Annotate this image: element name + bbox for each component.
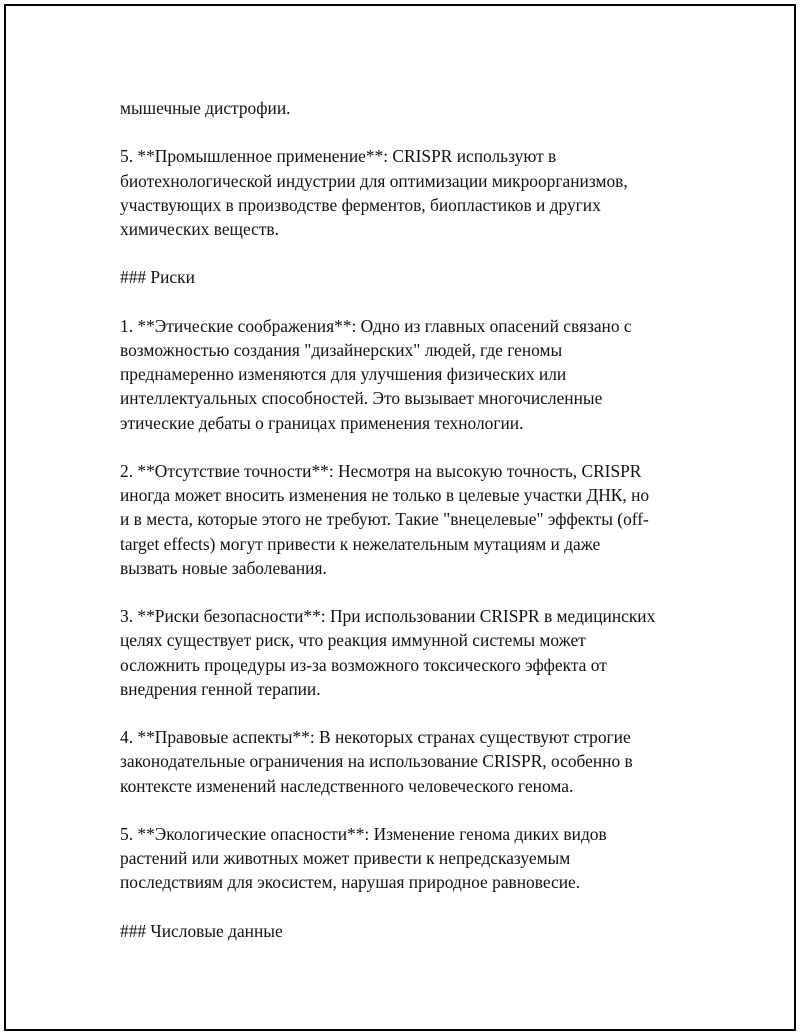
- list-item-ethics: [120, 314, 700, 435]
- text-line: внедрения генной терапии.: [120, 678, 321, 699]
- paragraph-gap: [120, 241, 700, 265]
- text-line: 5. **Промышленное применение**: CRISPR используют в: [120, 146, 557, 167]
- text-line: этические дебаты о границах применения технологии.: [120, 412, 524, 433]
- text-line: контексте изменений наследственного человеческого генома.: [120, 775, 574, 796]
- text-line: 5. **Экологические опасности**: Изменение генома диких видов: [120, 823, 607, 844]
- text-line: интеллектуальных способностей. Это вызывает многочисленные: [120, 388, 603, 409]
- paragraph-gap: [120, 290, 700, 314]
- list-item-safety: [120, 604, 700, 701]
- text-line: 3. **Риски безопасности**: При использовании CRISPR в медицинских: [120, 606, 656, 627]
- list-item-accuracy: [120, 459, 700, 580]
- section-heading-risks: [120, 265, 700, 289]
- list-item-legal: [120, 725, 700, 798]
- heading-text: ### Числовые данные: [120, 920, 283, 941]
- text-line: целях существует риск, что реакция иммунной системы может: [120, 630, 586, 651]
- text-line: возможностью создания "дизайнерских" людей, где геномы: [120, 339, 563, 360]
- section-heading-numeric-data: [120, 919, 700, 943]
- paragraph-gap: [120, 435, 700, 459]
- text-line: законодательные ограничения на использование CRISPR, особенно в: [120, 751, 633, 772]
- text-line: биотехнологической индустрии для оптимизации микроорганизмов,: [120, 170, 628, 191]
- paragraph-continuation: [120, 96, 700, 120]
- text-line: 2. **Отсутствие точности**: Несмотря на высокую точность, CRISPR: [120, 460, 642, 481]
- text-line: вызвать новые заболевания.: [120, 557, 327, 578]
- text-line: осложнить процедуры из-за возможного токсического эффекта от: [120, 654, 607, 675]
- paragraph-gap: [120, 701, 700, 725]
- text-line: участвующих в производстве ферментов, биопластиков и других: [120, 194, 601, 215]
- text-line: и в места, которые этого не требуют. Такие "внецелевые" эффекты (off-: [120, 509, 649, 530]
- text-line: 4. **Правовые аспекты**: В некоторых странах существуют строгие: [120, 727, 631, 748]
- text-line: иногда может вносить изменения не только в целевые участки ДНК, но: [120, 485, 650, 506]
- text-line: мышечные дистрофии.: [120, 98, 291, 118]
- text-line: химических веществ.: [120, 219, 279, 239]
- text-line: target effects) могут привести к нежелательным мутациям и даже: [120, 533, 601, 554]
- paragraph-gap: [120, 895, 700, 919]
- text-line: последствиям для экосистем, нарушая природное равновесие.: [120, 872, 581, 893]
- text-line: преднамеренно изменяются для улучшения физических или: [120, 364, 567, 385]
- page-frame: [4, 4, 796, 1031]
- list-item-industrial-use: [120, 144, 700, 241]
- list-item-ecology: [120, 822, 700, 895]
- paragraph-gap: [120, 798, 700, 822]
- text-line: растений или животных может привести к непредсказуемым: [120, 848, 571, 869]
- document-body: [120, 96, 700, 943]
- text-line: 1. **Этические соображения**: Одно из главных опасений связано с: [120, 315, 632, 336]
- paragraph-gap: [120, 120, 700, 144]
- paragraph-gap: [120, 580, 700, 604]
- heading-text: ### Риски: [120, 267, 195, 288]
